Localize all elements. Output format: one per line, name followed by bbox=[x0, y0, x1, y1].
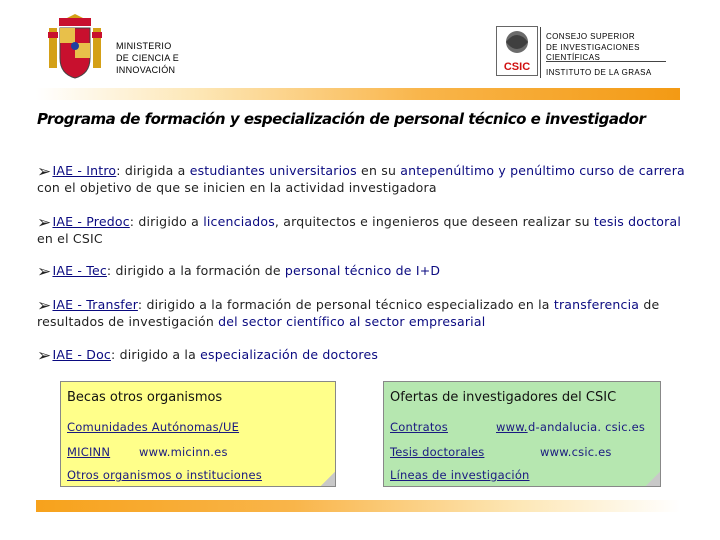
program-name[interactable]: IAE - Doc bbox=[52, 347, 111, 362]
link-andalucia-url[interactable]: d-andalucia. csic.es bbox=[528, 420, 646, 434]
header-rule bbox=[546, 61, 666, 62]
csic-offers-card bbox=[383, 381, 661, 487]
page-curl bbox=[321, 472, 335, 486]
program-item-predoc bbox=[37, 214, 687, 247]
item-highlight: del sector científico al sector empresarial bbox=[218, 314, 486, 329]
ministry-line: MINISTERIO bbox=[116, 41, 172, 51]
program-name[interactable]: IAE - Tec bbox=[52, 263, 107, 278]
item-highlight: tesis doctoral bbox=[593, 214, 682, 229]
csic-line: CONSEJO SUPERIOR bbox=[546, 32, 636, 41]
csic-line: DE INVESTIGACIONES bbox=[546, 42, 640, 52]
link-research-lines[interactable]: Líneas de investigación bbox=[390, 468, 530, 482]
csic-logo-text: CSIC bbox=[503, 61, 531, 73]
item-text: con el objetivo de que se inicien en la actividad investigadora bbox=[37, 180, 437, 195]
institute-name: INSTITUTO DE LA GRASA bbox=[546, 68, 652, 77]
link-autonomous-communities[interactable]: Comunidades Autónomas/UE bbox=[67, 420, 240, 434]
program-item-doc bbox=[37, 347, 687, 364]
arrow-bullet-icon: ➢ bbox=[37, 346, 52, 366]
item-highlight: antepenúltimo y penúltimo curso de carrera bbox=[400, 163, 685, 178]
item-text: : dirigido a bbox=[129, 214, 204, 229]
item-highlight: especialización de doctores bbox=[200, 347, 379, 362]
csic-line: CIENTÍFICAS bbox=[546, 53, 601, 62]
bottom-accent-bar bbox=[36, 500, 680, 512]
link-doctoral-theses[interactable]: Tesis doctorales bbox=[390, 445, 485, 459]
item-text: en su bbox=[356, 163, 401, 178]
program-item-intro bbox=[37, 163, 687, 196]
item-highlight: licenciados bbox=[203, 214, 275, 229]
arrow-bullet-icon: ➢ bbox=[37, 213, 52, 233]
item-highlight: transferencia bbox=[553, 297, 640, 312]
link-contracts[interactable]: Contratos bbox=[390, 420, 448, 434]
arrow-bullet-icon: ➢ bbox=[37, 296, 52, 316]
link-micinn[interactable]: MICINN bbox=[67, 445, 111, 459]
item-text: : dirigido a la bbox=[111, 347, 201, 362]
item-text: : dirigido a la formación de bbox=[106, 263, 285, 278]
link-micinn-url[interactable]: www.micinn.es bbox=[139, 445, 228, 459]
link-csic-url[interactable]: www.csic.es bbox=[540, 445, 612, 459]
item-text: , arquitectos e ingenieros que deseen realizar su bbox=[274, 214, 594, 229]
program-item-transfer bbox=[37, 297, 687, 330]
header-divider bbox=[540, 27, 541, 78]
card-heading: Becas otros organismos bbox=[67, 390, 223, 405]
item-text: de resultados de investigación bbox=[37, 297, 660, 329]
item-text: : dirigida a bbox=[116, 163, 190, 178]
page-curl bbox=[646, 472, 660, 486]
coat-of-arms-icon bbox=[45, 14, 105, 82]
program-name[interactable]: IAE - Predoc bbox=[52, 214, 130, 229]
program-item-tec bbox=[37, 263, 687, 280]
arrow-bullet-icon: ➢ bbox=[37, 162, 52, 182]
program-name[interactable]: IAE - Transfer bbox=[52, 297, 138, 312]
card-heading: Ofertas de investigadores del CSIC bbox=[390, 390, 617, 405]
ministry-name bbox=[116, 40, 179, 76]
program-name[interactable]: IAE - Intro bbox=[52, 163, 117, 178]
csic-name bbox=[546, 32, 640, 64]
item-highlight: estudiantes universitarios bbox=[189, 163, 357, 178]
link-other-organisms[interactable]: Otros organismos o instituciones bbox=[67, 468, 262, 482]
page-title: Programa de formación y especialización de personal técnico e investigador bbox=[37, 110, 646, 128]
ministry-line: DE CIENCIA E bbox=[116, 53, 180, 63]
ministry-line: INNOVACIÓN bbox=[116, 65, 176, 75]
csic-logo-icon bbox=[496, 26, 538, 76]
item-text: : dirigido a la formación de personal técnico especializado en la bbox=[137, 297, 554, 312]
link-www-prefix[interactable]: www. bbox=[496, 420, 528, 434]
other-grants-card bbox=[60, 381, 336, 487]
item-highlight: personal técnico de I+D bbox=[284, 263, 441, 278]
item-text: en el CSIC bbox=[37, 231, 103, 246]
top-accent-bar bbox=[36, 88, 680, 100]
arrow-bullet-icon: ➢ bbox=[37, 262, 52, 282]
